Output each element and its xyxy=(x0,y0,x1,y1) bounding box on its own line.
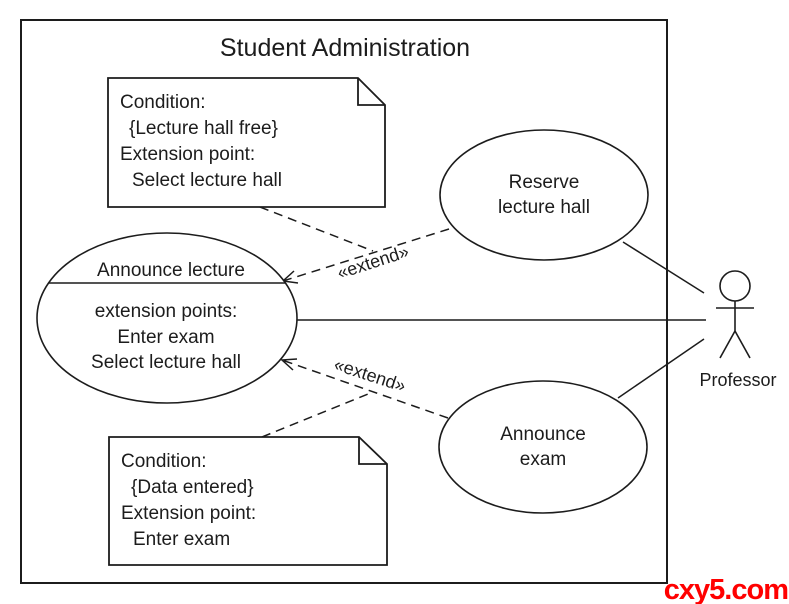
extension-point-item: Enter exam xyxy=(117,327,215,348)
use-case-label: Reserve xyxy=(508,172,580,193)
note-line: Condition: xyxy=(121,451,207,472)
system-title: Student Administration xyxy=(219,34,471,62)
note-line: Extension point: xyxy=(120,144,256,165)
note-lecture-hall-free xyxy=(108,78,385,207)
actor-head-icon xyxy=(720,271,750,301)
note-line: {Data entered} xyxy=(131,477,254,498)
extension-points-header: extension points: xyxy=(94,301,238,322)
watermark: cxy5.com xyxy=(663,574,788,604)
use-case-label: lecture hall xyxy=(498,197,590,218)
actor-right-leg-icon xyxy=(735,331,750,358)
use-case-label: exam xyxy=(519,449,567,470)
note-line: {Lecture hall free} xyxy=(129,118,278,139)
use-case-announce-exam xyxy=(439,381,647,513)
actor-left-leg-icon xyxy=(720,331,735,358)
extension-point-item: Select lecture hall xyxy=(91,352,241,373)
use-case-label: Announce xyxy=(500,424,586,445)
actor-professor xyxy=(699,271,776,390)
note-data-entered xyxy=(109,437,387,565)
use-case-ellipse xyxy=(440,130,648,260)
note-line: Condition: xyxy=(120,92,206,113)
use-case-ellipse xyxy=(439,381,647,513)
note-line: Enter exam xyxy=(133,529,231,550)
note-line: Extension point: xyxy=(121,503,257,524)
use-case-announce-lecture xyxy=(37,233,297,403)
actor-label: Professor xyxy=(699,370,777,390)
extend-label-upper: «extend» xyxy=(334,241,412,283)
use-case-reserve-lecture-hall xyxy=(440,130,648,260)
use-case-label: Announce lecture xyxy=(97,260,245,281)
extend-label-lower: «extend» xyxy=(331,354,409,396)
note-line: Select lecture hall xyxy=(132,170,282,191)
